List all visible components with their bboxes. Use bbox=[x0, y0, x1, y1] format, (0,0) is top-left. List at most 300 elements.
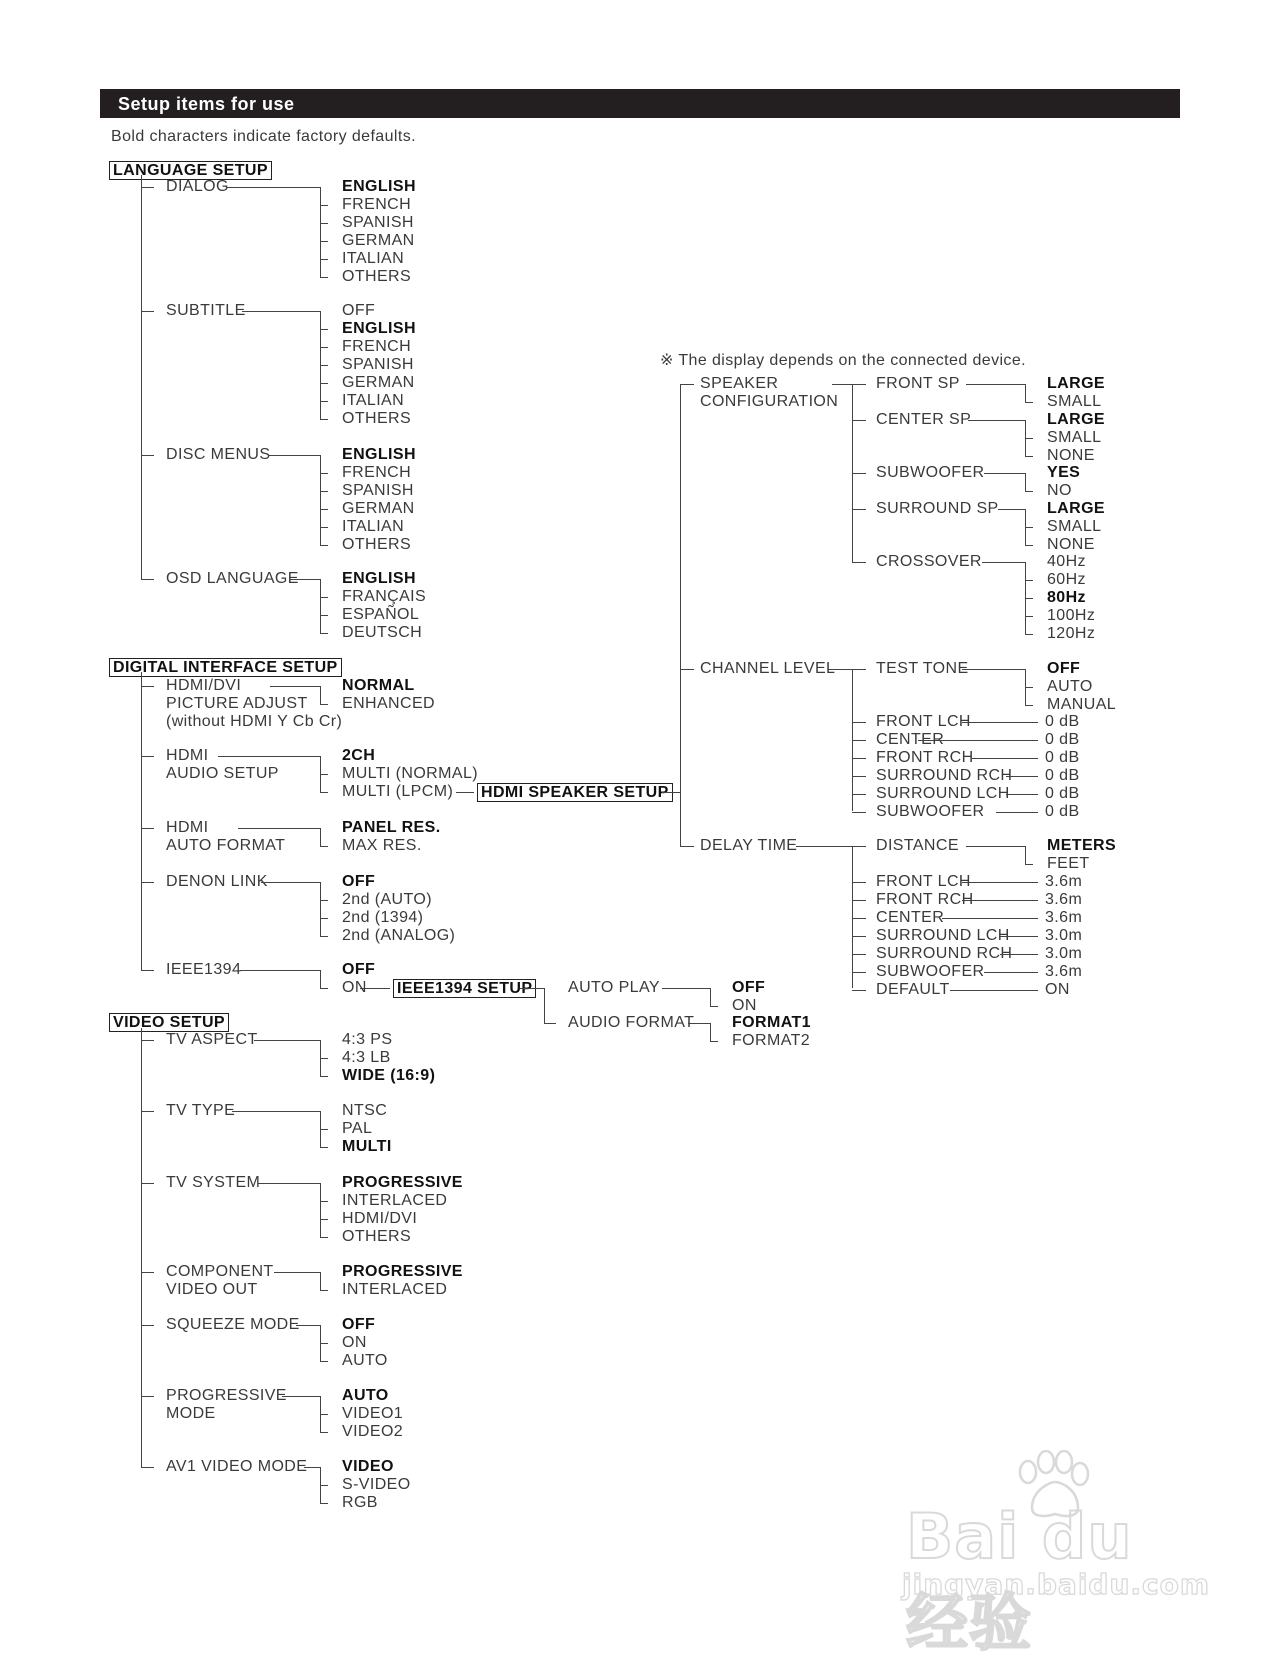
connector-line bbox=[320, 1290, 328, 1291]
connector-line bbox=[268, 455, 320, 456]
parameter-label: AUTO PLAY bbox=[568, 979, 660, 996]
connector-line bbox=[232, 1111, 320, 1112]
connector-line bbox=[254, 1040, 320, 1041]
connector-line bbox=[320, 846, 328, 847]
option-label: ON bbox=[342, 1334, 367, 1351]
option-label: NTSC bbox=[342, 1102, 388, 1119]
parameter-label: CONFIGURATION bbox=[700, 393, 839, 410]
connector-line bbox=[1025, 580, 1033, 581]
connector-line bbox=[238, 828, 320, 829]
connector-line bbox=[320, 686, 321, 704]
connector-line bbox=[962, 669, 1025, 670]
option-label: GERMAN bbox=[342, 232, 415, 249]
connector-line bbox=[710, 1023, 711, 1041]
connector-line bbox=[320, 187, 321, 277]
connector-line bbox=[320, 1201, 328, 1202]
channel-label: SUBWOOFER bbox=[876, 803, 985, 820]
connector-line bbox=[680, 846, 694, 847]
connector-line bbox=[996, 812, 1038, 813]
parameter-label: TV ASPECT bbox=[166, 1031, 258, 1048]
connector-line bbox=[710, 988, 711, 1006]
connector-line bbox=[360, 988, 390, 989]
connector-line bbox=[662, 988, 710, 989]
connector-line bbox=[680, 669, 694, 670]
connector-line bbox=[852, 918, 866, 919]
connector-line bbox=[852, 562, 866, 563]
connector-line bbox=[982, 562, 1025, 563]
connector-line bbox=[320, 882, 321, 936]
option-label: SMALL bbox=[1047, 393, 1102, 410]
connector-line bbox=[1025, 705, 1033, 706]
connector-line bbox=[680, 384, 681, 846]
option-label: PAL bbox=[342, 1120, 373, 1137]
option-label: OFF bbox=[342, 302, 376, 319]
option-label: AUTO bbox=[342, 1352, 388, 1369]
connector-line bbox=[852, 722, 866, 723]
option-label: GERMAN bbox=[342, 374, 415, 391]
option-label: ENGLISH bbox=[342, 446, 416, 463]
option-label: ON bbox=[342, 979, 367, 996]
connector-line bbox=[320, 473, 328, 474]
connector-line bbox=[320, 792, 328, 793]
channel-value: 0 dB bbox=[1045, 749, 1080, 766]
parameter-label: AUTO FORMAT bbox=[166, 837, 286, 854]
connector-line bbox=[226, 187, 320, 188]
option-label: ESPAÑOL bbox=[342, 606, 420, 623]
video-setup-header: VIDEO SETUP bbox=[109, 1013, 229, 1032]
connector-line bbox=[456, 792, 474, 793]
option-label: FORMAT2 bbox=[732, 1032, 811, 1049]
connector-line bbox=[320, 455, 321, 545]
parameter-label: SUBWOOFER bbox=[876, 464, 985, 481]
connector-line bbox=[320, 241, 328, 242]
channel-value: 0 dB bbox=[1045, 785, 1080, 802]
connector-line bbox=[320, 259, 328, 260]
parameter-label: SUBTITLE bbox=[166, 302, 246, 319]
connector-line bbox=[320, 774, 328, 775]
option-label: MULTI bbox=[342, 1138, 392, 1155]
parameter-label: SQUEEZE MODE bbox=[166, 1316, 300, 1333]
language-setup-header: LANGUAGE SETUP bbox=[109, 161, 272, 180]
watermark-sub: jingyan.baidu.com bbox=[902, 1568, 1211, 1601]
connector-line bbox=[320, 1343, 328, 1344]
parameter-label: AUDIO SETUP bbox=[166, 765, 279, 782]
connector-line bbox=[918, 740, 1038, 741]
connector-line bbox=[962, 722, 1038, 723]
connector-line bbox=[320, 1414, 328, 1415]
option-label: OFF bbox=[342, 1316, 376, 1333]
connector-line bbox=[320, 1485, 328, 1486]
connector-line bbox=[320, 579, 321, 633]
option-label: LARGE bbox=[1047, 411, 1105, 428]
connector-line bbox=[852, 473, 866, 474]
option-label: NONE bbox=[1047, 447, 1095, 464]
option-label: ENHANCED bbox=[342, 695, 435, 712]
option-label: 2nd (ANALOG) bbox=[342, 927, 456, 944]
connector-line bbox=[141, 311, 154, 312]
connector-line bbox=[852, 846, 853, 988]
option-label: WIDE (16:9) bbox=[342, 1067, 436, 1084]
connector-line bbox=[320, 383, 328, 384]
option-label: INTERLACED bbox=[342, 1281, 448, 1298]
connector-line bbox=[240, 970, 320, 971]
connector-line bbox=[141, 970, 154, 971]
option-label: 100Hz bbox=[1047, 607, 1096, 624]
channel-label: SURROUND LCH bbox=[876, 785, 1010, 802]
channel-label: FRONT LCH bbox=[876, 713, 971, 730]
parameter-label: MODE bbox=[166, 1405, 216, 1422]
connector-line bbox=[320, 401, 328, 402]
channel-label: FRONT RCH bbox=[876, 891, 974, 908]
connector-line bbox=[242, 311, 320, 312]
connector-line bbox=[320, 597, 328, 598]
connector-line bbox=[320, 900, 328, 901]
connector-line bbox=[984, 972, 1038, 973]
connector-line bbox=[688, 1023, 710, 1024]
connector-line bbox=[141, 756, 154, 757]
connector-line bbox=[998, 509, 1025, 510]
option-label: OTHERS bbox=[342, 268, 412, 285]
parameter-label: VIDEO OUT bbox=[166, 1281, 258, 1298]
connector-line bbox=[968, 420, 1025, 421]
parameter-label: COMPONENT bbox=[166, 1263, 274, 1280]
option-label: DEUTSCH bbox=[342, 624, 423, 641]
option-label: VIDEO bbox=[342, 1458, 394, 1475]
option-label: FRANÇAIS bbox=[342, 588, 427, 605]
section-title: Setup items for use bbox=[118, 94, 295, 114]
connector-line bbox=[1006, 794, 1038, 795]
connector-line bbox=[320, 1058, 328, 1059]
option-label: NO bbox=[1047, 482, 1072, 499]
option-label: 2nd (1394) bbox=[342, 909, 424, 926]
connector-line bbox=[320, 988, 328, 989]
connector-line bbox=[320, 277, 328, 278]
option-label: INTERLACED bbox=[342, 1192, 448, 1209]
parameter-label: FRONT SP bbox=[876, 375, 960, 392]
connector-line bbox=[141, 1272, 154, 1273]
option-label: FRENCH bbox=[342, 196, 412, 213]
option-label: AUTO bbox=[1047, 678, 1093, 695]
connector-line bbox=[320, 1219, 328, 1220]
option-label: SMALL bbox=[1047, 518, 1102, 535]
connector-line bbox=[520, 988, 544, 989]
connector-line bbox=[320, 828, 321, 846]
connector-line bbox=[141, 1396, 154, 1397]
connector-line bbox=[1025, 687, 1033, 688]
connector-line bbox=[141, 1467, 154, 1468]
connector-line bbox=[1006, 776, 1038, 777]
parameter-label: TV TYPE bbox=[166, 1102, 236, 1119]
channel-value: ON bbox=[1045, 981, 1070, 998]
connector-line bbox=[832, 384, 852, 385]
parameter-label: TEST TONE bbox=[876, 660, 969, 677]
connector-line bbox=[1025, 598, 1033, 599]
option-label: MULTI (LPCM) bbox=[342, 783, 454, 800]
parameter-label: DELAY TIME bbox=[700, 837, 798, 854]
ieee1394-setup-box: IEEE1394 SETUP bbox=[393, 979, 536, 998]
channel-label: SURROUND RCH bbox=[876, 945, 1013, 962]
connector-line bbox=[320, 1432, 328, 1433]
connector-line bbox=[662, 792, 680, 793]
option-label: SPANISH bbox=[342, 214, 414, 231]
connector-line bbox=[320, 704, 328, 705]
channel-value: 0 dB bbox=[1045, 803, 1080, 820]
connector-line bbox=[852, 990, 866, 991]
connector-line bbox=[320, 491, 328, 492]
channel-label: CENTER bbox=[876, 731, 945, 748]
connector-line bbox=[320, 1503, 328, 1504]
option-label: PROGRESSIVE bbox=[342, 1263, 463, 1280]
connector-line bbox=[544, 988, 545, 1023]
connector-line bbox=[141, 1040, 154, 1041]
channel-value: 3.6m bbox=[1045, 873, 1083, 890]
option-label: S-VIDEO bbox=[342, 1476, 411, 1493]
option-label: VIDEO1 bbox=[342, 1405, 404, 1422]
channel-value: 3.0m bbox=[1045, 945, 1083, 962]
connector-line bbox=[1025, 616, 1033, 617]
option-label: FRENCH bbox=[342, 338, 412, 355]
connector-line bbox=[962, 900, 1038, 901]
channel-label: SURROUND LCH bbox=[876, 927, 1010, 944]
option-label: VIDEO2 bbox=[342, 1423, 404, 1440]
channel-value: 0 dB bbox=[1045, 731, 1080, 748]
option-label: PANEL RES. bbox=[342, 819, 441, 836]
connector-line bbox=[141, 686, 154, 687]
channel-value: 0 dB bbox=[1045, 767, 1080, 784]
connector-line bbox=[274, 1272, 320, 1273]
connector-line bbox=[1025, 491, 1033, 492]
connector-line bbox=[141, 672, 142, 970]
connector-line bbox=[942, 918, 1038, 919]
parameter-label: PROGRESSIVE bbox=[166, 1387, 287, 1404]
connector-line bbox=[141, 1111, 154, 1112]
factory-default-note: Bold characters indicate factory defaults. bbox=[111, 128, 416, 145]
option-label: YES bbox=[1047, 464, 1081, 481]
connector-line bbox=[852, 669, 866, 670]
connector-line bbox=[852, 740, 866, 741]
parameter-label: PICTURE ADJUST bbox=[166, 695, 308, 712]
connector-line bbox=[320, 633, 328, 634]
option-label: ENGLISH bbox=[342, 320, 416, 337]
connector-line bbox=[296, 1325, 320, 1326]
parameter-label: TV SYSTEM bbox=[166, 1174, 261, 1191]
option-label: 60Hz bbox=[1047, 571, 1086, 588]
channel-value: 3.0m bbox=[1045, 927, 1083, 944]
connector-line bbox=[141, 175, 142, 579]
connector-line bbox=[984, 473, 1025, 474]
option-label: ENGLISH bbox=[342, 178, 416, 195]
connector-line bbox=[828, 669, 852, 670]
connector-line bbox=[962, 882, 1038, 883]
connector-line bbox=[141, 1325, 154, 1326]
connector-line bbox=[680, 384, 694, 385]
connector-line bbox=[320, 936, 328, 937]
option-label: ITALIAN bbox=[342, 518, 405, 535]
connector-line bbox=[270, 686, 320, 687]
connector-line bbox=[320, 1129, 328, 1130]
connector-line bbox=[852, 420, 866, 421]
option-label: 4:3 PS bbox=[342, 1031, 393, 1048]
option-label: ON bbox=[732, 997, 757, 1014]
connector-line bbox=[141, 828, 154, 829]
connector-line bbox=[141, 1028, 142, 1467]
parameter-label: AV1 VIDEO MODE bbox=[166, 1458, 308, 1475]
option-label: NONE bbox=[1047, 536, 1095, 553]
watermark-main: Bai du 经验 bbox=[906, 1500, 1133, 1659]
connector-line bbox=[320, 918, 328, 919]
option-label: ITALIAN bbox=[342, 392, 405, 409]
connector-line bbox=[141, 1183, 154, 1184]
baidu-watermark bbox=[900, 1450, 1211, 1659]
connector-line bbox=[141, 882, 154, 883]
connector-line bbox=[320, 223, 328, 224]
option-label: 80Hz bbox=[1047, 589, 1086, 606]
option-label: FRENCH bbox=[342, 464, 412, 481]
connector-line bbox=[966, 846, 1025, 847]
parameter-label: DISC MENUS bbox=[166, 446, 271, 463]
parameter-label: DISTANCE bbox=[876, 837, 959, 854]
connector-line bbox=[320, 347, 328, 348]
connector-line bbox=[290, 579, 320, 580]
parameter-label: (without HDMI Y Cb Cr) bbox=[166, 713, 343, 730]
connector-line bbox=[320, 527, 328, 528]
connector-line bbox=[852, 900, 866, 901]
connector-line bbox=[852, 509, 866, 510]
parameter-label: DENON LINK bbox=[166, 873, 268, 890]
option-label: OTHERS bbox=[342, 536, 412, 553]
connector-line bbox=[852, 846, 866, 847]
option-label: 4:3 LB bbox=[342, 1049, 391, 1066]
connector-line bbox=[1025, 846, 1026, 864]
connector-line bbox=[320, 419, 328, 420]
connector-line bbox=[320, 205, 328, 206]
channel-label: DEFAULT bbox=[876, 981, 950, 998]
connector-line bbox=[320, 1147, 328, 1148]
channel-value: 0 dB bbox=[1045, 713, 1080, 730]
connector-line bbox=[141, 579, 154, 580]
connector-line bbox=[852, 972, 866, 973]
option-label: HDMI/DVI bbox=[342, 1210, 418, 1227]
connector-line bbox=[320, 1361, 328, 1362]
hdmi-speaker-setup-box: HDMI SPEAKER SETUP bbox=[477, 783, 673, 802]
connector-line bbox=[544, 1023, 556, 1024]
connector-line bbox=[852, 936, 866, 937]
connector-line bbox=[1000, 936, 1038, 937]
option-label: OFF bbox=[342, 961, 376, 978]
parameter-label: HDMI bbox=[166, 747, 209, 764]
connector-line bbox=[1025, 384, 1026, 402]
digital-interface-setup-header: DIGITAL INTERFACE SETUP bbox=[109, 658, 342, 677]
channel-label: FRONT LCH bbox=[876, 873, 971, 890]
connector-line bbox=[1025, 456, 1033, 457]
channel-value: 3.6m bbox=[1045, 909, 1083, 926]
connector-line bbox=[320, 1237, 328, 1238]
connector-line bbox=[710, 1006, 718, 1007]
option-label: OTHERS bbox=[342, 410, 412, 427]
option-label: SMALL bbox=[1047, 429, 1102, 446]
option-label: NORMAL bbox=[342, 677, 415, 694]
connector-line bbox=[1025, 634, 1033, 635]
connector-line bbox=[852, 882, 866, 883]
connector-line bbox=[320, 615, 328, 616]
connector-line bbox=[950, 990, 1038, 991]
option-label: MULTI (NORMAL) bbox=[342, 765, 478, 782]
connector-line bbox=[852, 954, 866, 955]
connector-line bbox=[852, 812, 866, 813]
connector-line bbox=[141, 187, 154, 188]
option-label: 2CH bbox=[342, 747, 376, 764]
connector-line bbox=[304, 1467, 320, 1468]
parameter-label: CROSSOVER bbox=[876, 553, 982, 570]
connector-line bbox=[852, 794, 866, 795]
option-label: OFF bbox=[1047, 660, 1081, 677]
display-note: ※ The display depends on the connected device. bbox=[660, 352, 1026, 369]
connector-line bbox=[320, 1272, 321, 1290]
option-label: MAX RES. bbox=[342, 837, 422, 854]
parameter-label: AUDIO FORMAT bbox=[568, 1014, 695, 1031]
option-label: LARGE bbox=[1047, 375, 1105, 392]
parameter-label: SPEAKER bbox=[700, 375, 779, 392]
connector-line bbox=[1025, 545, 1033, 546]
parameter-label: CENTER SP bbox=[876, 411, 972, 428]
connector-line bbox=[218, 756, 320, 757]
connector-line bbox=[320, 509, 328, 510]
connector-line bbox=[966, 384, 1025, 385]
parameter-label: OSD LANGUAGE bbox=[166, 570, 299, 587]
option-label: SPANISH bbox=[342, 356, 414, 373]
option-label: PROGRESSIVE bbox=[342, 1174, 463, 1191]
channel-label: FRONT RCH bbox=[876, 749, 974, 766]
connector-line bbox=[320, 1076, 328, 1077]
parameter-label: IEEE1394 bbox=[166, 961, 242, 978]
connector-line bbox=[852, 776, 866, 777]
connector-line bbox=[852, 384, 866, 385]
channel-label: CENTER bbox=[876, 909, 945, 926]
option-label: FEET bbox=[1047, 855, 1090, 872]
channel-label: SUBWOOFER bbox=[876, 963, 985, 980]
connector-line bbox=[1025, 527, 1033, 528]
option-label: MANUAL bbox=[1047, 696, 1117, 713]
connector-line bbox=[852, 758, 866, 759]
connector-line bbox=[320, 970, 321, 988]
connector-line bbox=[1025, 473, 1026, 491]
option-label: OFF bbox=[342, 873, 376, 890]
connector-line bbox=[796, 846, 852, 847]
connector-line bbox=[1000, 954, 1038, 955]
channel-label: SURROUND RCH bbox=[876, 767, 1013, 784]
connector-line bbox=[320, 329, 328, 330]
channel-value: 3.6m bbox=[1045, 891, 1083, 908]
option-label: RGB bbox=[342, 1494, 378, 1511]
option-label: AUTO bbox=[342, 1387, 389, 1404]
option-label: 2nd (AUTO) bbox=[342, 891, 432, 908]
parameter-label: SURROUND SP bbox=[876, 500, 999, 517]
connector-line bbox=[320, 1183, 321, 1237]
connector-line bbox=[710, 1041, 718, 1042]
parameter-label: HDMI bbox=[166, 819, 209, 836]
option-label: METERS bbox=[1047, 837, 1117, 854]
parameter-label: HDMI/DVI bbox=[166, 677, 242, 694]
option-label: SPANISH bbox=[342, 482, 414, 499]
option-label: OTHERS bbox=[342, 1228, 412, 1245]
channel-value: 3.6m bbox=[1045, 963, 1083, 980]
connector-line bbox=[258, 1183, 320, 1184]
option-label: ITALIAN bbox=[342, 250, 405, 267]
connector-line bbox=[261, 882, 320, 883]
option-label: LARGE bbox=[1047, 500, 1105, 517]
connector-line bbox=[141, 455, 154, 456]
connector-line bbox=[282, 1396, 320, 1397]
